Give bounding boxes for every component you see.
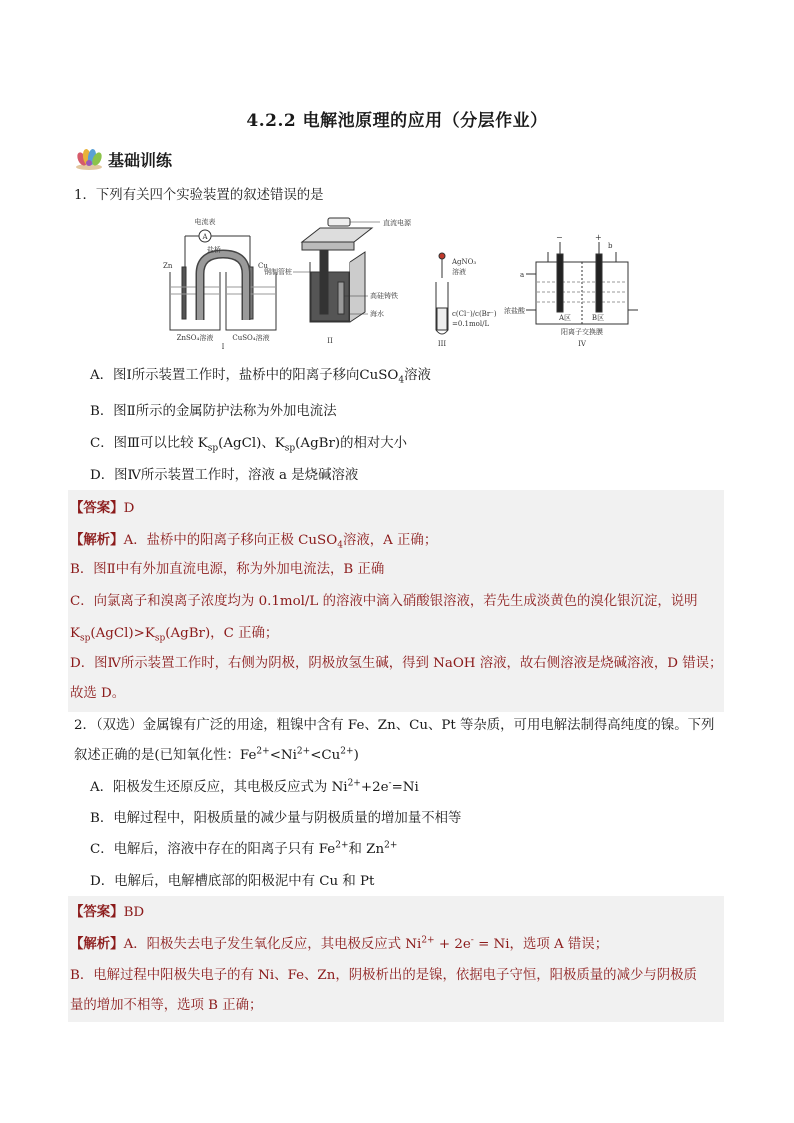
section-header — [74, 146, 172, 172]
q1-stem: 1．下列有关四个实验装置的叙述错误的是 — [74, 188, 324, 203]
q2-option-b: B．电解过程中，阳极质量的减少量与阴极质量的增加量不相等 — [90, 811, 462, 826]
q2-answer: 【答案】BD — [70, 904, 145, 920]
q2-option-d: D．电解后，电解槽底部的阳极泥中有 Cu 和 Pt — [90, 874, 375, 889]
fig2-power-label: 直流电源 — [383, 219, 411, 227]
figure-4-electrolytic-cell — [526, 242, 638, 324]
q2-explanation-3: 量的增加不相等，选项 B 正确； — [70, 998, 263, 1013]
q1-explanation-3: C．向氯离子和溴离子浓度均为 0.1mol/L 的溶液中滴入硝酸银溶液，若先生成淡黄色的溴化银沉淀，说明 — [70, 594, 698, 609]
q1-option-b: B．图Ⅱ所示的金属防护法称为外加电流法 — [90, 404, 337, 419]
fig4-minus: − — [556, 233, 563, 242]
q2-option-a: A．阳极发生还原反应，其电极反应式为 $Ni^{2+}+2e^-=Ni$ — [90, 778, 419, 795]
figure-1-galvanic-cell — [170, 230, 276, 330]
fig4-plus: + — [595, 233, 602, 242]
fig3-number: III — [437, 340, 447, 348]
fig1-sol-left: ZnSO₄溶液 — [176, 334, 214, 342]
fig4-membrane: 阳离子交换膜 — [561, 328, 603, 336]
fig1-zn-label: Zn — [163, 262, 173, 270]
fig3-conc1: c(Cl⁻)/c(Br⁻) — [452, 310, 497, 318]
q1-option-d: D．图Ⅳ所示装置工作时，溶液 a 是烧碱溶液 — [90, 468, 359, 483]
fig2-water-label: 海水 — [370, 310, 384, 318]
fig1-sol-right: CuSO₄溶液 — [232, 334, 270, 342]
fig4-acid: 浓盐酸 — [504, 307, 525, 315]
fig3-conc2: =0.1mol/L — [452, 320, 490, 328]
q1-explanation-2: B．图Ⅱ中有外加直流电源，称为外加电流法，B 正确 — [70, 562, 385, 577]
fig2-iron-label: 高硅铸铁 — [370, 292, 398, 300]
fig4-number: IV — [578, 340, 586, 348]
section-title: 基础训练 — [108, 150, 173, 170]
fig1-cu-label: Cu — [258, 262, 268, 270]
fig3-reagent2: 溶液 — [452, 268, 466, 276]
q1-figure — [160, 212, 650, 350]
q2-explanation-2: B．电解过程中阳极失电子的有 Ni、Fe、Zn，阴极析出的是镍，依据电子守恒，阳极质量的减少与阴极质 — [70, 968, 697, 983]
q1-answer: 【答案】D — [70, 500, 135, 516]
fig2-number: II — [327, 337, 333, 345]
q1-explanation-6: 故选 D。 — [70, 686, 126, 701]
fig1-ammeter-label: 电流表 — [194, 218, 216, 226]
figure-3-test-tube — [436, 253, 448, 334]
q2-stem-2: 叙述正确的是(已知氧化性：$Fe^{2+}<Ni^{2+}<Cu^{2+}$) — [74, 746, 359, 763]
q1-explanation-4: $K_{sp}(AgCl)>K_{sp}(AgBr)$，C 正确； — [70, 626, 279, 644]
fig3-reagent1: AgNO₃ — [452, 258, 477, 266]
books-icon — [74, 147, 104, 171]
q1-explanation-1: 【解析】A．盐桥中的阳离子移向正极 CuSO$_4$溶液，A 正确； — [70, 532, 438, 551]
page-title: 4.2.2 电解池原理的应用（分层作业） — [246, 111, 548, 131]
q2-option-c: C．电解后，溶液中存在的阳离子只有 $Fe^{2+}$和 $Zn^{2+}$ — [90, 840, 398, 857]
figure-2-cathodic-protection — [302, 218, 372, 322]
q1-explanation-5: D．图Ⅳ所示装置工作时，右侧为阴极，阴极放氢生碱，得到 NaOH 溶液，故右侧溶液是烧碱溶液，D 错误； — [70, 656, 723, 671]
q1-option-c: C．图Ⅲ可以比较 $K_{sp}(AgCl)$、$K_{sp}(AgBr)$的相对大小 — [90, 436, 408, 454]
fig4-a: a — [520, 271, 525, 279]
fig1-meter-label: A — [202, 233, 208, 241]
fig4-left-zone: A区 — [558, 314, 572, 322]
fig4-b: b — [608, 242, 613, 250]
q2-explanation-1: 【解析】A．阳极失去电子发生氧化反应，其电极反应式 $Ni^{2+} + 2e^- = Ni$，选项 A 错误； — [70, 935, 609, 952]
fig4-right-zone: B区 — [591, 314, 605, 322]
q1-option-a: A．图Ⅰ所示装置工作时，盐桥中的阳离子移向CuSO$_4$溶液 — [90, 368, 431, 386]
q2-stem-1: 2．（双选）金属镍有广泛的用途，粗镍中含有 Fe、Zn、Cu、Pt 等杂质，可用电解法制得高纯度的镍。下列 — [74, 718, 715, 733]
fig1-bridge-label: 盐桥 — [207, 246, 221, 254]
fig1-number: I — [221, 343, 225, 350]
fig2-pipe-label: 钢制管桩 — [264, 268, 292, 276]
